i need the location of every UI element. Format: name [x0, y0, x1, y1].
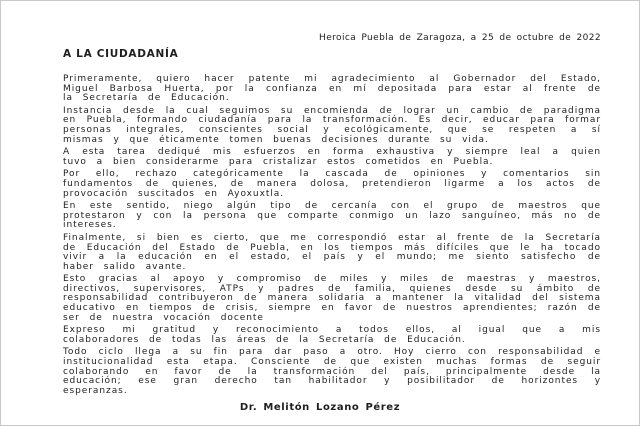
letter-paragraph-6: Finalmente, si bien es cierto, que me correspondió estar al frente de la Secretaría de Educación del Estado de Puebla, en los tiempos más difíciles que le ha tocado vivir a la educación en el estado, el país y el mundo; me siento satisfecho de haber salido avante.: [63, 232, 601, 272]
letter-paragraph-5: En este sentido, niego algún tipo de cercanía con el grupo de maestros que protestaron y con la persona que comparte conmigo un lazo sanguíneo, más no de intereses.: [63, 201, 601, 231]
letter-paragraph-3: A esta tarea dediqué mis esfuerzos en forma exhaustiva y siempre leal a quien tuvo a bien considerarme para cristalizar estos cometidos en Puebla.: [63, 147, 601, 167]
letter-heading: A LA CIUDADANÍA: [63, 48, 179, 60]
letter-paragraph-7: Esto gracias al apoyo y compromiso de miles y miles de maestras y maestros, directivos, supervisores, ATPs y padres de familia, quienes desde su ámbito de responsabilidad contribuyeron de manera solidaria a mantener la vitalidad del sistema educativo en tiempos de crisis, siempre en favor de nuestros aprendientes; razón de ser de nuestra vocación docente: [63, 274, 601, 323]
letter-paragraph-2: Instancia desde la cual seguimos su encomienda de lograr un cambio de paradigma en Puebla, formando ciudadanía para la transformación. Es decir, educar para formar personas integrales, conscientes social y ecológicamente, que se respeten a sí mismas y que éticamente tomen buenas decisiones durante su vida.: [63, 105, 601, 145]
signature-name: Dr. Melitón Lozano Pérez: [239, 402, 401, 414]
letter-paragraph-4: Por ello, rechazo categóricamente la cascada de opiniones y comentarios sin fundamentos de quienes, de manera dolosa, pretendieron ligarme a los actos de provocación suscitados en Ayoxuxtla.: [63, 169, 601, 199]
letter-paragraph-1: Primeramente, quiero hacer patente mi agradecimiento al Gobernador del Estado, Miguel Barbosa Huerta, por la confianza en mí depositada para estar al frente de la Secretaría de Educación.: [63, 74, 601, 104]
letter-date-line: Heroica Puebla de Zaragoza, a 25 de octubre de 2022: [319, 33, 601, 43]
letter-paragraph-9: Todo ciclo llega a su fin para dar paso a otro. Hoy cierro con responsabilidad e institucionalidad esta etapa. Consciente de que existen muchas formas de seguir colaborando en favor de la transformación del país, principalmente desde la educación; ese gran derecho tan habilitador y posibilitador de horizontes y esperanzas.: [63, 347, 601, 396]
letter-paragraph-8: Expreso mi gratitud y reconocimiento a todos ellos, al igual que a mis colaboradores de todas las áreas de la Secretaría de Educación.: [63, 325, 601, 345]
